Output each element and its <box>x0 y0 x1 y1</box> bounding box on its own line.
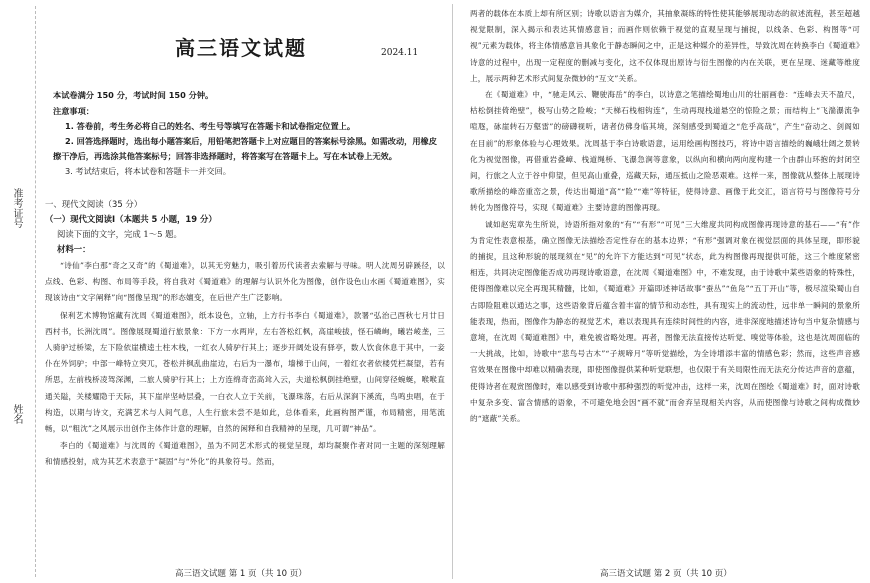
exam-number-label: 准考证号 <box>11 188 22 228</box>
exam-title: 高三语文试题 <box>175 36 307 60</box>
score-info: 本试卷满分 150 分，考试时间 150 分钟。 <box>53 90 214 100</box>
passage-paragraph: “诗仙”李白那“奇之又奇”的《蜀道难》，以其无穷魅力，吸引着历代读者去索解与寻味。明人沈周另辟蹊径，以点线、色彩、构图、布局等手段，将自我对《蜀道难》的理解与认识外化为图像，创作设色山水画《蜀道难图》，实现该诗由“文字阐释”向“图像呈现”的形态嬗变，在后世产生广泛影响。 <box>45 261 445 303</box>
reading-instruction: 阅读下面的文字，完成 1～5 题。 <box>57 229 182 239</box>
name-label: 姓名 <box>11 404 22 424</box>
material-label: 材料一： <box>57 244 91 254</box>
passage-paragraph: 保利艺术博物馆藏有沈周《蜀道难图》，纸本设色，立轴，上方行书李白《蜀道难》，款署“弘治己酉秋七月廿日西村书，长洲沈周”。图像展现蜀道行旅景象：下方一水两岸，左右答松红枫，高崖峻拔，怪石嶙峋，曦岩崚垄，三人骑驴过桥梁，左下险依崖横逵土柱木栈，一红衣人骑驴行其上；逐步开阔处设有驿亭，数人饮食休息于其中，一妾仆在外饲驴；中部一峰特立突兀，苍松并枫乱曲崖边，右后为一瀑布，墙梯于山间，一着红衣者依楼凭栏凝望，若有所思，左前栈桥凌驾深渊，二旅人骑驴行其上；上方连绵奇峦高耸入云，夫道松枫倒挂绝壁，山间穿径蜿蜒，喉喉直通关隘，关楼耀隐于天际，其下崖岸坚峙层叠，一白衣人立于关前，飞瀑珠落，右后从深涧下溪流，鸟鸣虫唱，在于构造，以期与诗文，充满艺术与人间气息，人生行旅未尝不是如此，总体看来，此画构图严谨，布局精密，用笔流畅，以“粗沈”之风展示出创作主体作计意的理解，自然的闲释和自我精神的呈现，几可谓“神品”。 <box>45 310 445 434</box>
section-title: 一、现代文阅读（35 分） <box>45 199 143 209</box>
passage-paragraph: 两者的载体在本质上却有所区别；诗歌以语言为媒介，其抽象凝练的特性使其能够展现动态的叙述流程，甚至超越视觉限制，深入揭示和表达其情感意旨；而画作则依赖于视觉的直观呈现与捕捉，以线条、色彩、构图等“可视”元素为载体，将主体情感意旨具象化于静态瞬间之中，正是这种媒介的差异性，导致沈周在转换李白《蜀道难》诗意的过程中，出现一定程度的删减与变化，这不仅体现出原诗与衍生图像的内在关联，更在呈现、迷藏等维度上，展示两种艺术形式间复杂微妙的“互文”关系。 <box>470 9 860 83</box>
subsection-title: （一）现代文阅读Ⅰ（本题共 5 小题，19 分） <box>45 214 217 224</box>
page-divider <box>452 4 453 579</box>
notice-item: 1. 答卷前，考生务必将自己的姓名、考生号等填写在答题卡和试卷指定位置上。 <box>65 121 356 131</box>
page-footer: 高三语文试题 第 1 页（共 10 页） <box>175 569 307 579</box>
notice-heading: 注意事项： <box>53 106 94 116</box>
exam-date: 2024.11 <box>381 48 419 58</box>
page-1 <box>45 0 445 583</box>
notice-item: 2. 回答选择题时，选出每小题答案后，用铅笔把答题卡上对应题目的答案标号涂黑。如需改动，用橡皮擦干净后，再选涂其他答案标号；回答非选择题时，将答案写在答题卡上。写在本试卷上无效。 <box>53 136 437 161</box>
page-2 <box>470 0 860 583</box>
passage-paragraph: 李白的《蜀道难》与沈周的《蜀道难图》，虽为不同艺术形式的视觉呈现，却均凝聚作者对同一主题的深刻理解和情感投射，成为其艺术表意于“凝固”与“外化”的具象符号。然而， <box>45 441 445 467</box>
exam-notice <box>45 88 445 179</box>
passage-paragraph: 在《蜀道难》中，“驰走风云、鞭驶海岳”的李白，以诗意之笔描绘蜀地山川的壮丽画卷：“连峰去天不盈尺，枯松倒挂倚绝壁”，极写山势之险峻；“天梯石栈相钩连”，生动再现栈道悬空的惊险之景；而结构上“飞湍瀑流争喧豗，砯崖转石万壑雷”的磅礴视听，诸者仿佛身临其境，深刻感受到蜀道之“危乎高哉”，产生“奋动之、剑阁如在目前”的形象体验与心理效果。沈周基于李白诗歌语意，运用绘画构图技巧，将诗中语言描绘的巍峨壮阔之景转化为视觉图像，再借重岩叠嶂、栈道绳桥、飞瀑急涧等意象，以纵向和横向两向度构建一个由群山环抱的封闭空间，行旅之人立于谷中仰望，但见高山重叠，巡藏天际，通压抵山之险恶艰难。这样一来，图像就从整体上展现诗歌所描绘的峰峦重峦之景，传达出蜀道“高”“险”“难”等特征，使得诗意、画像于此交汇，语言符号与图像符号分转化为图像符号，实现《蜀道难》主要诗意的图像再现。 <box>470 90 860 213</box>
binding-line <box>35 6 36 577</box>
reading-section <box>45 197 445 257</box>
title-row <box>45 32 445 62</box>
passage-paragraph: 诚如赵宪章先生所说，诗语所指对象的“有”“有形”“可见”三大维度共同构成图像再现诗意的基石——“有”作为肯定性表意根基，确立图像无法描绘否定性存在的基本边界；“有形”强调对象在视觉层面的具体呈现，即形貌的捕捉，且这种形貌的展现须在“见”的允许下方能达到“可见”状态，此为构图像再现提供可能，这三个维度紧密相连，共同决定图像能否成功再现诗歌语意，在沈周《蜀道难图》中，不难发现，由于诗歌中某些语象的特殊性，使得图像难以完全再现其精髓，比如，《蜀道难》开篇即述神话故事“蚕丛”“鱼凫”“五丁开山”等，极尽渲染蜀山自古即险阻难以通达之事，这些语象背后蕴含着丰富的情节和动态性，具有现实上的流动性，远非单一瞬间的景象所能表现，热而，图像作为静态的视觉艺术，难以表现具有连续时间性的内容，进非深度地描述诗句当中复杂情感与意境，在沈周《蜀道难图》中，难免被省略处理。再者，图像无法直接传达听觉、嗅觉等体验，这也是沈周面临的一大挑战，比如，诗歌中“悲鸟号古木”“子规啼月”等听觉描绘，为全诗增添丰富的情感色彩；然而，这些声音感官效果在图像中却难以精确表现，即使图像提供某种听觉联想，也仅限于有关局限性而无法充分传达声音的意蕴，使得诗者在观赏图像时，难以感受到诗歌中那种强烈的听觉冲击，这样一来，沈周在图绘《蜀道难》时，面对诗歌中复杂多变、富含情感的语象，不可避免地会因“画不就”而舍弃呈现相关内容，从而使图像与诗歌之间构成微妙的“遮蔽”关系。 <box>470 219 860 424</box>
notice-item: 3. 考试结束后，将本试卷和答题卡一并交回。 <box>65 166 231 176</box>
page-footer: 高三语文试题 第 2 页（共 10 页） <box>600 569 732 579</box>
